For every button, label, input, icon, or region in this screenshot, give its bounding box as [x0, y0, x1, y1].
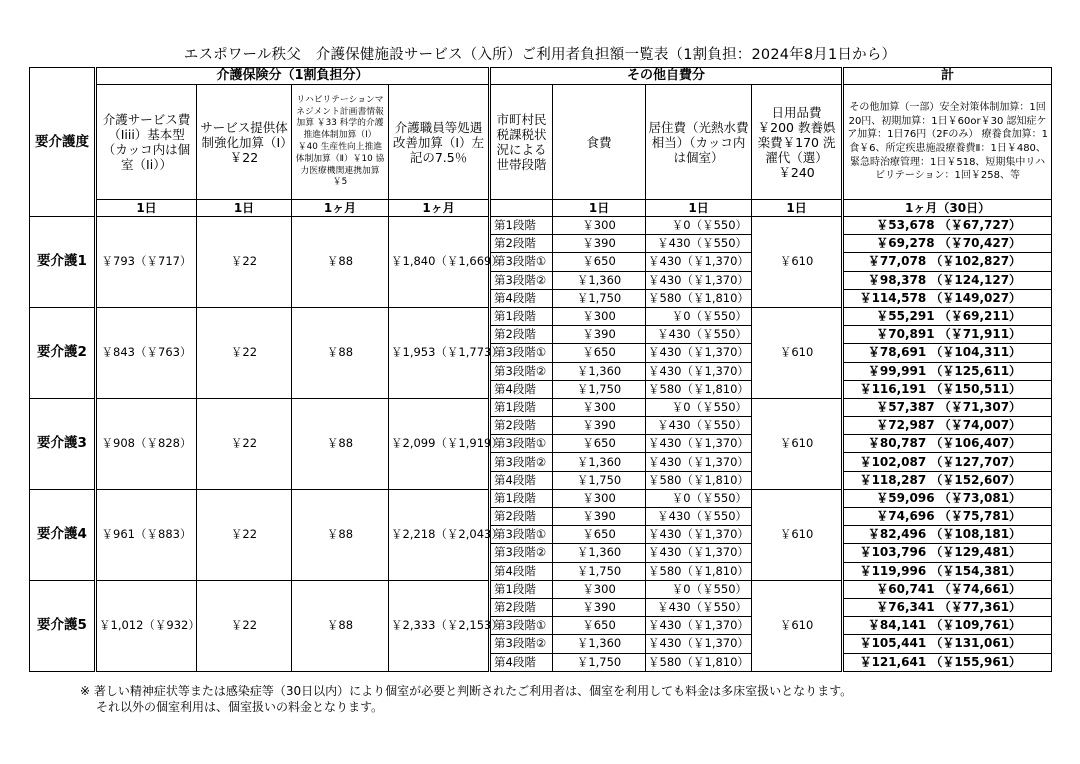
- housing-cell: ￥430（￥1,370）: [646, 362, 752, 380]
- monthly-total-cell: ￥60,741 （￥74,661）: [843, 580, 1052, 598]
- header-other-additions: その他加算（一部）安全対策体制加算：1回20円、初期加算：1日￥60or￥30 認知症ケア加算：1日76円（2Fのみ） 療養食加算：1食￥6、所定疾患施設療養費Ⅱ：1日￥480、緊急時治療管理：1日￥518、短期集中リハビリテーション：1回￥258、等: [843, 85, 1052, 200]
- daily-goods-cell: ￥610: [752, 489, 843, 580]
- header-basic-fee: 介護サービス費（Ⅰiii）基本型（カッコ内は個室（Ⅰi））: [96, 85, 197, 200]
- monthly-total-cell: ￥105,441 （￥131,061）: [843, 635, 1052, 653]
- staff-addition-cell: ￥1,840（￥1,669）: [389, 217, 490, 308]
- housing-cell: ￥0（￥550）: [646, 489, 752, 507]
- basic-fee-cell: ￥961（￥883）: [96, 489, 197, 580]
- monthly-total-cell: ￥59,096 （￥73,081）: [843, 489, 1052, 507]
- footnote-line-1: ※ 著しい精神症状等または感染症等（30日以内）により個室が必要と判断されたご利用者は、個室を利用しても料金は多床室扱いとなります。: [80, 684, 853, 698]
- food-cell: ￥1,750: [553, 562, 646, 580]
- food-cell: ￥300: [553, 489, 646, 507]
- table-row: [30, 580, 1052, 598]
- housing-cell: ￥0（￥550）: [646, 217, 752, 235]
- monthly-total-cell: ￥82,496 （￥108,181）: [843, 526, 1052, 544]
- service-addition-cell: ￥22: [197, 398, 292, 489]
- monthly-total-cell: ￥55,291 （￥69,211）: [843, 307, 1052, 325]
- service-addition-cell: ￥22: [197, 307, 292, 398]
- food-cell: ￥1,750: [553, 380, 646, 398]
- basic-fee-cell: ￥1,012（￥932）: [96, 580, 197, 671]
- daily-goods-cell: ￥610: [752, 398, 843, 489]
- tax-stage-cell: 第3段階②: [490, 544, 553, 562]
- header-food: 食費: [553, 85, 646, 200]
- monthly-total-cell: ￥57,387 （￥71,307）: [843, 398, 1052, 416]
- housing-cell: ￥430（￥550）: [646, 417, 752, 435]
- tax-stage-cell: 第4段階: [490, 562, 553, 580]
- table-row: [30, 217, 1052, 235]
- unit-rehab: 1ヶ月: [292, 200, 389, 217]
- rehab-addition-cell: ￥88: [292, 217, 389, 308]
- daily-goods-cell: ￥610: [752, 580, 843, 671]
- tax-stage-cell: 第1段階: [490, 580, 553, 598]
- monthly-total-cell: ￥70,891 （￥71,911）: [843, 326, 1052, 344]
- food-cell: ￥1,750: [553, 289, 646, 307]
- rehab-addition-cell: ￥88: [292, 489, 389, 580]
- staff-addition-cell: ￥2,218（￥2,043）: [389, 489, 490, 580]
- header-total-group: 計: [843, 68, 1052, 85]
- unit-daily: 1日: [752, 200, 843, 217]
- basic-fee-cell: ￥908（￥828）: [96, 398, 197, 489]
- rehab-addition-cell: ￥88: [292, 307, 389, 398]
- tax-stage-cell: 第4段階: [490, 380, 553, 398]
- tax-stage-cell: 第3段階①: [490, 253, 553, 271]
- food-cell: ￥650: [553, 617, 646, 635]
- food-cell: ￥1,360: [553, 544, 646, 562]
- monthly-total-cell: ￥114,578 （￥149,027）: [843, 289, 1052, 307]
- monthly-total-cell: ￥116,191 （￥150,511）: [843, 380, 1052, 398]
- monthly-total-cell: ￥118,287 （￥152,607）: [843, 471, 1052, 489]
- housing-cell: ￥580（￥1,810）: [646, 471, 752, 489]
- rehab-addition-cell: ￥88: [292, 398, 389, 489]
- monthly-total-cell: ￥102,087 （￥127,707）: [843, 453, 1052, 471]
- rehab-addition-cell: ￥88: [292, 580, 389, 671]
- food-cell: ￥650: [553, 344, 646, 362]
- monthly-total-cell: ￥98,378 （￥124,127）: [843, 271, 1052, 289]
- food-cell: ￥300: [553, 217, 646, 235]
- header-insurance-group: 介護保険分（1割負担分）: [96, 68, 490, 85]
- tax-stage-cell: 第4段階: [490, 653, 553, 671]
- daily-goods-cell: ￥610: [752, 307, 843, 398]
- tax-stage-cell: 第2段階: [490, 598, 553, 616]
- table-row: [30, 398, 1052, 416]
- service-addition-cell: ￥22: [197, 580, 292, 671]
- food-cell: ￥390: [553, 508, 646, 526]
- housing-cell: ￥430（￥1,370）: [646, 453, 752, 471]
- monthly-total-cell: ￥74,696 （￥75,781）: [843, 508, 1052, 526]
- header-tax-stage: 市町村民税課税状況による世帯段階: [490, 85, 553, 200]
- food-cell: ￥1,750: [553, 471, 646, 489]
- care-level-cell: 要介護4: [30, 489, 96, 580]
- tax-stage-cell: 第2段階: [490, 235, 553, 253]
- food-cell: ￥650: [553, 526, 646, 544]
- tax-stage-cell: 第1段階: [490, 489, 553, 507]
- monthly-total-cell: ￥103,796 （￥129,481）: [843, 544, 1052, 562]
- unit-staff: 1ヶ月: [389, 200, 490, 217]
- care-level-cell: 要介護5: [30, 580, 96, 671]
- tax-stage-cell: 第2段階: [490, 508, 553, 526]
- service-addition-cell: ￥22: [197, 489, 292, 580]
- housing-cell: ￥430（￥1,370）: [646, 526, 752, 544]
- housing-cell: ￥430（￥550）: [646, 508, 752, 526]
- page-title: エスポワール秩父 介護保健施設サービス（入所）ご利用者負担額一覧表（1割負担：2024年8月1日から）: [183, 47, 897, 63]
- tax-stage-cell: 第2段階: [490, 326, 553, 344]
- care-level-cell: 要介護2: [30, 307, 96, 398]
- staff-addition-cell: ￥1,953（￥1,773）: [389, 307, 490, 398]
- housing-cell: ￥430（￥1,370）: [646, 253, 752, 271]
- monthly-total-cell: ￥119,996 （￥154,381）: [843, 562, 1052, 580]
- housing-cell: ￥0（￥550）: [646, 580, 752, 598]
- care-level-cell: 要介護3: [30, 398, 96, 489]
- tax-stage-cell: 第3段階①: [490, 344, 553, 362]
- monthly-total-cell: ￥84,141 （￥109,761）: [843, 617, 1052, 635]
- table-row: [30, 307, 1052, 325]
- unit-service: 1日: [197, 200, 292, 217]
- basic-fee-cell: ￥793（￥717）: [96, 217, 197, 308]
- footnote: [80, 683, 852, 715]
- housing-cell: ￥430（￥1,370）: [646, 617, 752, 635]
- housing-cell: ￥0（￥550）: [646, 398, 752, 416]
- food-cell: ￥390: [553, 235, 646, 253]
- food-cell: ￥1,360: [553, 635, 646, 653]
- food-cell: ￥390: [553, 326, 646, 344]
- housing-cell: ￥430（￥1,370）: [646, 635, 752, 653]
- housing-cell: ￥580（￥1,810）: [646, 289, 752, 307]
- footnote-line-2: それ以外の個室利用は、個室扱いの料金となります。: [96, 700, 384, 714]
- tax-stage-cell: 第1段階: [490, 307, 553, 325]
- housing-cell: ￥430（￥550）: [646, 326, 752, 344]
- food-cell: ￥300: [553, 307, 646, 325]
- monthly-total-cell: ￥80,787 （￥106,407）: [843, 435, 1052, 453]
- monthly-total-cell: ￥121,641 （￥155,961）: [843, 653, 1052, 671]
- service-addition-cell: ￥22: [197, 217, 292, 308]
- food-cell: ￥390: [553, 417, 646, 435]
- tax-stage-cell: 第3段階②: [490, 635, 553, 653]
- monthly-total-cell: ￥99,991 （￥125,611）: [843, 362, 1052, 380]
- basic-fee-cell: ￥843（￥763）: [96, 307, 197, 398]
- header-service-addition: サービス提供体制強化加算（Ⅰ）￥22: [197, 85, 292, 200]
- housing-cell: ￥430（￥550）: [646, 598, 752, 616]
- tax-stage-cell: 第4段階: [490, 471, 553, 489]
- header-other-group: その他自費分: [490, 68, 843, 85]
- header-staff-addition: 介護職員等処遇改善加算（Ⅰ）左記の7.5％: [389, 85, 490, 200]
- food-cell: ￥650: [553, 253, 646, 271]
- unit-tax-stage: [490, 200, 553, 217]
- care-level-cell: 要介護1: [30, 217, 96, 308]
- header-daily-goods: 日用品費￥200 教養娯楽費￥170 洗濯代（選）￥240: [752, 85, 843, 200]
- food-cell: ￥300: [553, 398, 646, 416]
- housing-cell: ￥580（￥1,810）: [646, 653, 752, 671]
- header-care-level: 要介護度: [30, 68, 96, 217]
- tax-stage-cell: 第1段階: [490, 398, 553, 416]
- tax-stage-cell: 第3段階②: [490, 453, 553, 471]
- housing-cell: ￥580（￥1,810）: [646, 562, 752, 580]
- tax-stage-cell: 第3段階②: [490, 362, 553, 380]
- food-cell: ￥650: [553, 435, 646, 453]
- monthly-total-cell: ￥76,341 （￥77,361）: [843, 598, 1052, 616]
- monthly-total-cell: ￥53,678 （￥67,727）: [843, 217, 1052, 235]
- housing-cell: ￥430（￥550）: [646, 235, 752, 253]
- food-cell: ￥1,360: [553, 362, 646, 380]
- table-row: [30, 489, 1052, 507]
- housing-cell: ￥0（￥550）: [646, 307, 752, 325]
- monthly-total-cell: ￥69,278 （￥70,427）: [843, 235, 1052, 253]
- tax-stage-cell: 第4段階: [490, 289, 553, 307]
- unit-total: 1ヶ月（30日）: [843, 200, 1052, 217]
- food-cell: ￥1,750: [553, 653, 646, 671]
- housing-cell: ￥430（￥1,370）: [646, 271, 752, 289]
- tax-stage-cell: 第3段階①: [490, 435, 553, 453]
- unit-basic: 1日: [96, 200, 197, 217]
- staff-addition-cell: ￥2,099（￥1,919）: [389, 398, 490, 489]
- tax-stage-cell: 第3段階②: [490, 271, 553, 289]
- daily-goods-cell: ￥610: [752, 217, 843, 308]
- tax-stage-cell: 第3段階①: [490, 617, 553, 635]
- housing-cell: ￥580（￥1,810）: [646, 380, 752, 398]
- tax-stage-cell: 第2段階: [490, 417, 553, 435]
- housing-cell: ￥430（￥1,370）: [646, 344, 752, 362]
- food-cell: ￥390: [553, 598, 646, 616]
- food-cell: ￥1,360: [553, 271, 646, 289]
- header-rehab-addition: リハビリテーションマネジメント計画書情報加算 ￥33 科学的介護推進体制加算（Ⅰ）￥40 生産性向上推進体制加算（Ⅱ）￥10 協力医療機関連携加算￥5: [292, 85, 389, 200]
- fee-table: [29, 67, 1052, 672]
- tax-stage-cell: 第1段階: [490, 217, 553, 235]
- header-housing: 居住費（光熱水費相当）（カッコ内は個室）: [646, 85, 752, 200]
- monthly-total-cell: ￥72,987 （￥74,007）: [843, 417, 1052, 435]
- food-cell: ￥300: [553, 580, 646, 598]
- housing-cell: ￥430（￥1,370）: [646, 544, 752, 562]
- housing-cell: ￥430（￥1,370）: [646, 435, 752, 453]
- unit-food: 1日: [553, 200, 646, 217]
- monthly-total-cell: ￥78,691 （￥104,311）: [843, 344, 1052, 362]
- staff-addition-cell: ￥2,333（￥2,153）: [389, 580, 490, 671]
- tax-stage-cell: 第3段階①: [490, 526, 553, 544]
- food-cell: ￥1,360: [553, 453, 646, 471]
- monthly-total-cell: ￥77,078 （￥102,827）: [843, 253, 1052, 271]
- unit-housing: 1日: [646, 200, 752, 217]
